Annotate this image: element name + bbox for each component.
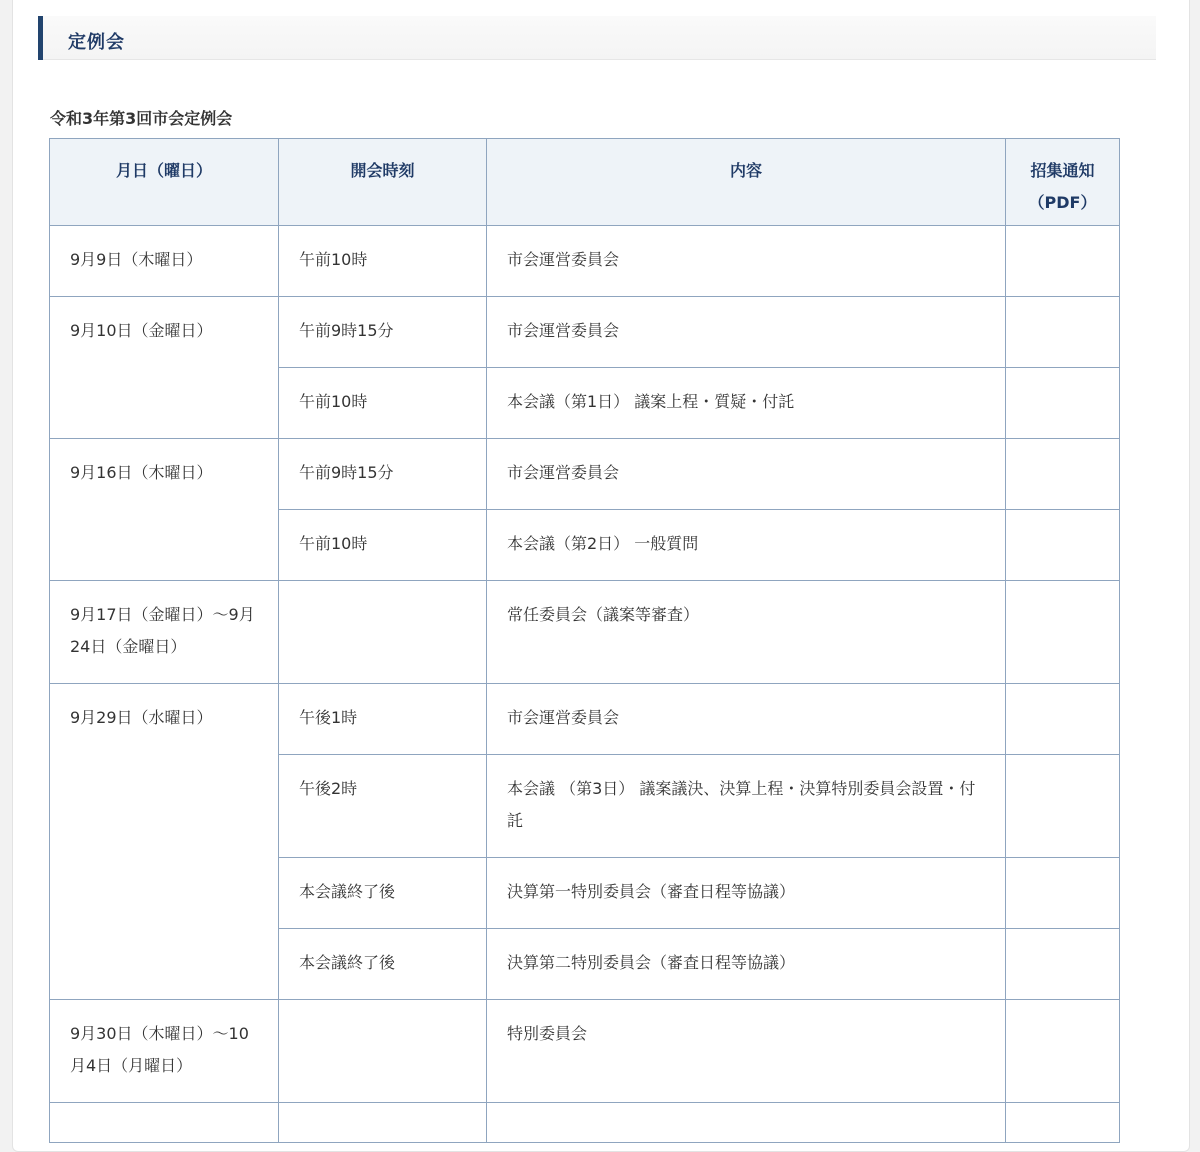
section-header xyxy=(38,16,1156,60)
table-row xyxy=(50,297,1120,368)
cell-content: 市会運営委員会 xyxy=(487,297,1006,368)
header-time: 開会時刻 xyxy=(279,139,487,226)
table-row xyxy=(50,439,1120,510)
cell-content: 市会運営委員会 xyxy=(487,439,1006,510)
cell-content: 決算第二特別委員会（審査日程等協議） xyxy=(487,929,1006,1000)
cell-pdf xyxy=(1006,929,1120,1000)
cell-content-empty xyxy=(487,1103,1006,1143)
table-row xyxy=(50,226,1120,297)
cell-time-empty xyxy=(279,1103,487,1143)
cell-content: 本会議 （第3日） 議案議決、決算上程・決算特別委員会設置・付託 xyxy=(487,755,1006,858)
cell-content: 市会運営委員会 xyxy=(487,684,1006,755)
header-pdf-line1: 招集通知 xyxy=(1030,161,1095,180)
cell-content: 決算第一特別委員会（審査日程等協議） xyxy=(487,858,1006,929)
cell-date: 9月17日（金曜日）～9月24日（金曜日） xyxy=(50,581,279,684)
cell-date: 9月29日（水曜日） xyxy=(50,684,279,1000)
cell-pdf xyxy=(1006,368,1120,439)
cell-content: 本会議（第1日） 議案上程・質疑・付託 xyxy=(487,368,1006,439)
cell-content: 常任委員会（議案等審査） xyxy=(487,581,1006,684)
cell-time: 午前10時 xyxy=(279,226,487,297)
cell-pdf xyxy=(1006,581,1120,684)
cell-pdf xyxy=(1006,858,1120,929)
header-date: 月日（曜日） xyxy=(50,139,279,226)
table-caption: 令和3年第3回市会定例会 xyxy=(50,109,233,128)
header-pdf xyxy=(1006,139,1120,226)
cell-time: 午前9時15分 xyxy=(279,297,487,368)
cell-time xyxy=(279,1000,487,1103)
cell-time: 午前9時15分 xyxy=(279,439,487,510)
cell-time: 本会議終了後 xyxy=(279,929,487,1000)
cell-pdf xyxy=(1006,226,1120,297)
cell-time: 午後2時 xyxy=(279,755,487,858)
cell-pdf-empty xyxy=(1006,1103,1120,1143)
table-row-partial xyxy=(50,1103,1120,1143)
cell-content: 市会運営委員会 xyxy=(487,226,1006,297)
cell-pdf xyxy=(1006,684,1120,755)
header-content: 内容 xyxy=(487,139,1006,226)
cell-time: 午前10時 xyxy=(279,510,487,581)
page-edge xyxy=(1196,0,1200,1120)
cell-time: 本会議終了後 xyxy=(279,858,487,929)
cell-pdf xyxy=(1006,1000,1120,1103)
cell-date: 9月30日（木曜日）～10月4日（月曜日） xyxy=(50,1000,279,1103)
cell-time: 午前10時 xyxy=(279,368,487,439)
table-row xyxy=(50,1000,1120,1103)
cell-content: 特別委員会 xyxy=(487,1000,1006,1103)
cell-pdf xyxy=(1006,297,1120,368)
header-pdf-line2: （PDF） xyxy=(1028,193,1097,212)
cell-time: 午後1時 xyxy=(279,684,487,755)
cell-date: 9月16日（木曜日） xyxy=(50,439,279,581)
schedule-table xyxy=(49,138,1120,1143)
cell-date-empty xyxy=(50,1103,279,1143)
table-row xyxy=(50,581,1120,684)
cell-content: 本会議（第2日） 一般質問 xyxy=(487,510,1006,581)
cell-time xyxy=(279,581,487,684)
cell-pdf xyxy=(1006,755,1120,858)
section-accent-bar xyxy=(38,16,43,60)
table-row xyxy=(50,684,1120,755)
cell-pdf xyxy=(1006,439,1120,510)
cell-pdf xyxy=(1006,510,1120,581)
section-title: 定例会 xyxy=(68,32,125,53)
table-header-row xyxy=(50,139,1120,226)
cell-date: 9月10日（金曜日） xyxy=(50,297,279,439)
cell-date: 9月9日（木曜日） xyxy=(50,226,279,297)
